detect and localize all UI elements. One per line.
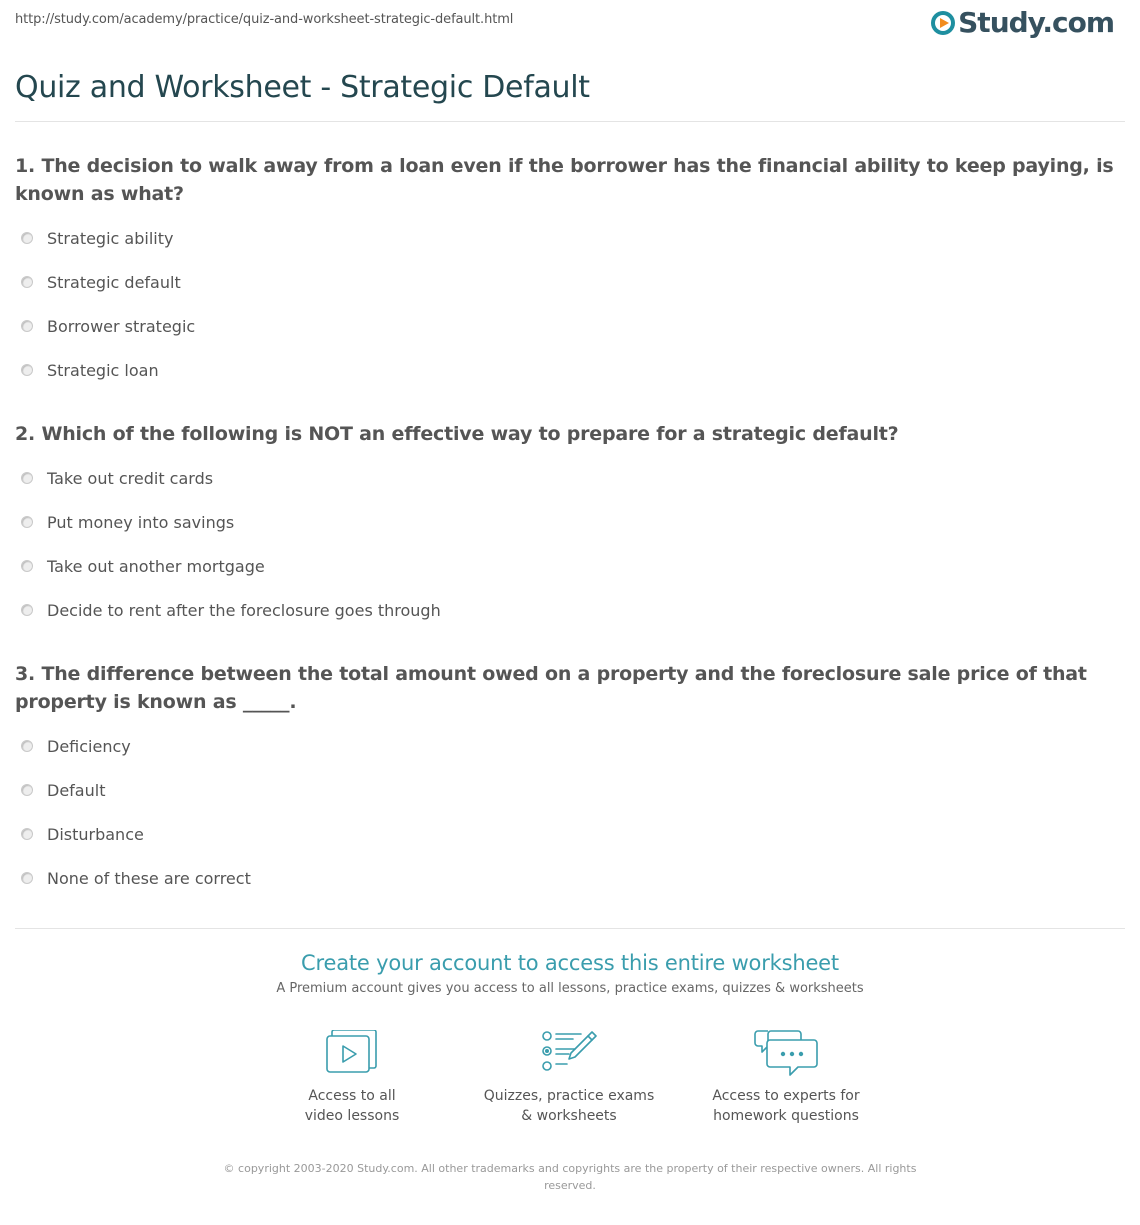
radio-button[interactable] <box>21 740 33 752</box>
feature-line: & worksheets <box>521 1108 617 1124</box>
radio-button[interactable] <box>21 472 33 484</box>
radio-button[interactable] <box>21 560 33 572</box>
premium-description: A Premium account gives you access to all lessons, practice exams, quizzes & worksheets <box>276 981 864 996</box>
radio-button[interactable] <box>21 604 33 616</box>
answer-label: Borrower strategic <box>47 316 196 336</box>
answer-label: Disturbance <box>47 824 144 844</box>
page-url: http://study.com/academy/practice/quiz-and-worksheet-strategic-default.html <box>15 12 514 27</box>
answer-label: Take out another mortgage <box>47 556 265 576</box>
quiz-checklist-icon <box>541 1030 597 1074</box>
question-2: 2. Which of the following is NOT an effective way to prepare for a strategic default? <box>15 423 899 445</box>
create-account-link[interactable]: Create your account to access this entire worksheet <box>301 951 839 975</box>
answer-label: Take out credit cards <box>47 468 214 488</box>
feature-line: video lessons <box>304 1108 400 1124</box>
radio-button[interactable] <box>21 516 33 528</box>
feature-line: Access to experts for <box>712 1088 860 1104</box>
answer-label: Deficiency <box>47 736 131 756</box>
answer-option[interactable] <box>21 227 173 249</box>
radio-button[interactable] <box>21 872 33 884</box>
answer-option[interactable] <box>21 467 213 489</box>
answer-label: Put money into savings <box>47 512 235 532</box>
radio-button[interactable] <box>21 232 33 244</box>
answer-option[interactable] <box>21 779 105 801</box>
answer-label: Strategic default <box>47 272 181 292</box>
feature-quizzes <box>469 1030 669 1126</box>
feature-line: Quizzes, practice exams <box>483 1088 655 1104</box>
feature-line: Access to all <box>308 1088 396 1104</box>
content-divider <box>15 928 1125 929</box>
page-title: Quiz and Worksheet - Strategic Default <box>15 70 590 105</box>
answer-option[interactable] <box>21 359 159 381</box>
answer-option[interactable] <box>21 555 265 577</box>
answer-label: None of these are correct <box>47 868 251 888</box>
feature-experts <box>686 1030 886 1126</box>
feature-line: homework questions <box>713 1108 859 1124</box>
question-1: 1. The decision to walk away from a loan even if the borrower has the financial ability to keep paying, is known as what? <box>15 155 1114 205</box>
answer-option[interactable] <box>21 599 441 621</box>
radio-button[interactable] <box>21 364 33 376</box>
answer-option[interactable] <box>21 735 131 757</box>
copyright-notice: © copyright 2003-2020 Study.com. All other trademarks and copyrights are the property of their respective owners. All rights reserved. <box>223 1162 917 1192</box>
play-logo-icon <box>931 11 955 35</box>
header-divider <box>15 121 1125 122</box>
answer-label: Strategic ability <box>47 228 174 248</box>
logo-text: Study.com <box>958 6 1114 39</box>
answer-option[interactable] <box>21 867 251 889</box>
radio-button[interactable] <box>21 276 33 288</box>
radio-button[interactable] <box>21 320 33 332</box>
video-lessons-icon <box>326 1030 378 1074</box>
answer-option[interactable] <box>21 315 195 337</box>
chat-bubbles-icon <box>754 1030 818 1080</box>
radio-button[interactable] <box>21 828 33 840</box>
question-3: 3. The difference between the total amount owed on a property and the foreclosure sale price of that property is known as _____. <box>15 663 1087 713</box>
feature-video-lessons <box>252 1030 452 1126</box>
answer-label: Strategic loan <box>47 360 159 380</box>
study-logo[interactable] <box>931 6 1114 39</box>
answer-label: Default <box>47 780 106 800</box>
answer-option[interactable] <box>21 823 144 845</box>
answer-option[interactable] <box>21 511 234 533</box>
radio-button[interactable] <box>21 784 33 796</box>
answer-label: Decide to rent after the foreclosure goes through <box>47 600 441 620</box>
answer-option[interactable] <box>21 271 181 293</box>
